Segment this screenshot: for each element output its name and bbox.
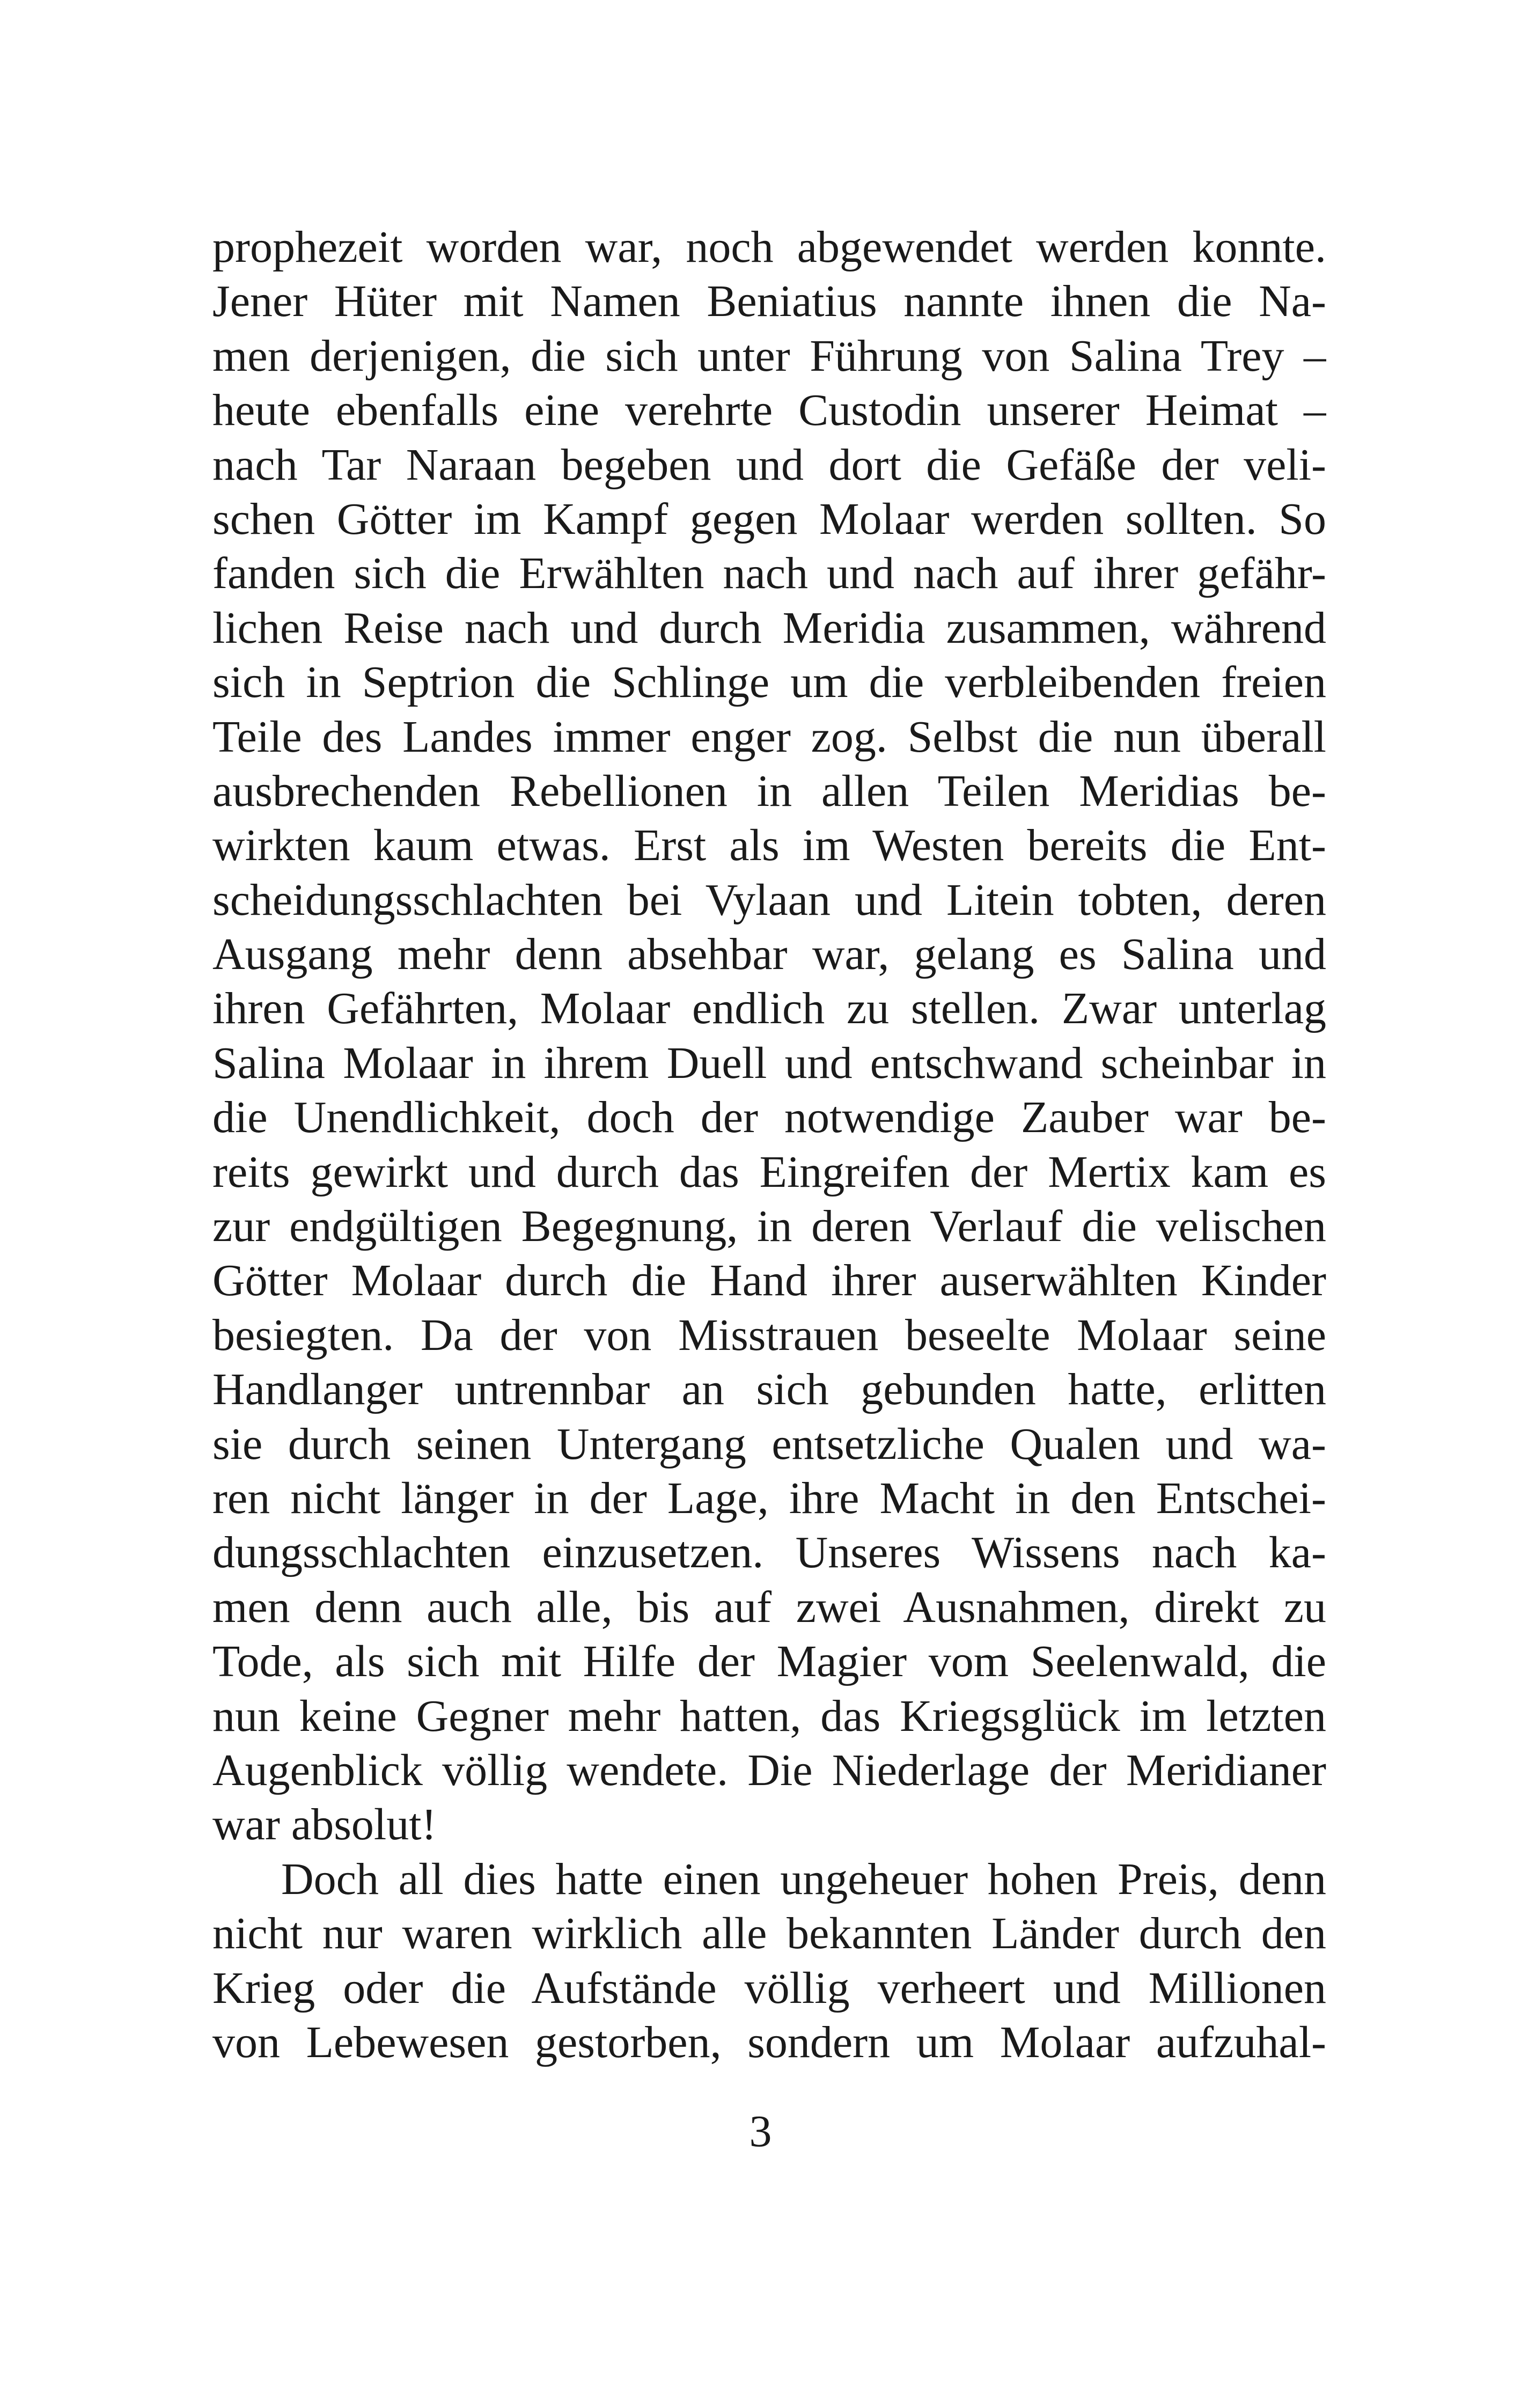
text-line: Krieg oder die Aufstände völlig verheert und Millionen: [212, 1963, 1326, 2013]
text-line: heute ebenfalls eine verehrte Custodin unserer Heimat –: [212, 385, 1326, 436]
text-line: lichen Reise nach und durch Meridia zusammen, während: [212, 603, 1326, 653]
page-number: 3: [749, 2106, 772, 2156]
paragraph-1: [212, 220, 1326, 1852]
text-line: men derjenigen, die sich unter Führung von Salina Trey –: [212, 331, 1326, 381]
text-line: sich in Septrion die Schlinge um die verbleibenden freien: [212, 657, 1326, 708]
paragraph-2: [212, 1852, 1326, 2070]
text-line: zur endgültigen Begegnung, in deren Verlauf die velischen: [212, 1201, 1326, 1252]
text-line: fanden sich die Erwählten nach und nach auf ihrer gefähr-: [212, 548, 1326, 599]
text-line: Götter Molaar durch die Hand ihrer auserwählten Kinder: [212, 1256, 1326, 1306]
body-text: [212, 220, 1326, 2069]
text-line: Jener Hüter mit Namen Beniatius nannte ihnen die Na-: [212, 276, 1326, 327]
text-line: ausbrechenden Rebellionen in allen Teilen Meridias be-: [212, 766, 1326, 816]
text-line: men denn auch alle, bis auf zwei Ausnahmen, direkt zu: [212, 1582, 1326, 1632]
text-line: von Lebewesen gestorben, sondern um Molaar aufzuhal-: [212, 2017, 1326, 2067]
text-line: Ausgang mehr denn absehbar war, gelang es Salina und: [212, 929, 1326, 980]
text-line: Augenblick völlig wendete. Die Niederlage der Meridianer: [212, 1745, 1326, 1795]
text-line: Tode, als sich mit Hilfe der Magier vom Seelenwald, die: [212, 1636, 1326, 1687]
text-line: prophezeit worden war, noch abgewendet werden konnte.: [212, 222, 1326, 272]
text-line: ren nicht länger in der Lage, ihre Macht in den Entschei-: [212, 1473, 1326, 1523]
text-line: dungsschlachten einzusetzen. Unseres Wissens nach ka-: [212, 1528, 1326, 1578]
text-line: reits gewirkt und durch das Eingreifen der Mertix kam es: [212, 1147, 1326, 1197]
text-line: sie durch seinen Untergang entsetzliche Qualen und wa-: [212, 1419, 1326, 1469]
text-line: Handlanger untrennbar an sich gebunden hatte, erlitten: [212, 1364, 1326, 1415]
text-line: Teile des Landes immer enger zog. Selbst die nun überall: [212, 711, 1326, 762]
text-line: Doch all dies hatte einen ungeheuer hohen Preis, denn: [281, 1854, 1326, 1904]
text-line: die Unendlichkeit, doch der notwendige Zauber war be-: [212, 1092, 1326, 1143]
text-line: schen Götter im Kampf gegen Molaar werden sollten. So: [212, 494, 1326, 544]
text-line: nach Tar Naraan begeben und dort die Gefäße der veli-: [212, 439, 1326, 490]
text-line: wirkten kaum etwas. Erst als im Westen bereits die Ent-: [212, 820, 1326, 871]
text-line: scheidungsschlachten bei Vylaan und Litein tobten, deren: [212, 875, 1326, 925]
text-line: ihren Gefährten, Molaar endlich zu stellen. Zwar unterlag: [212, 983, 1326, 1034]
text-line: nicht nur waren wirklich alle bekannten Länder durch den: [212, 1908, 1326, 1959]
text-line: war absolut!: [212, 1800, 437, 1850]
text-line: nun keine Gegner mehr hatten, das Kriegsglück im letzten: [212, 1691, 1326, 1741]
text-line: Salina Molaar in ihrem Duell und entschwand scheinbar in: [212, 1038, 1326, 1088]
text-line: besiegten. Da der von Misstrauen beseelte Molaar seine: [212, 1310, 1326, 1360]
